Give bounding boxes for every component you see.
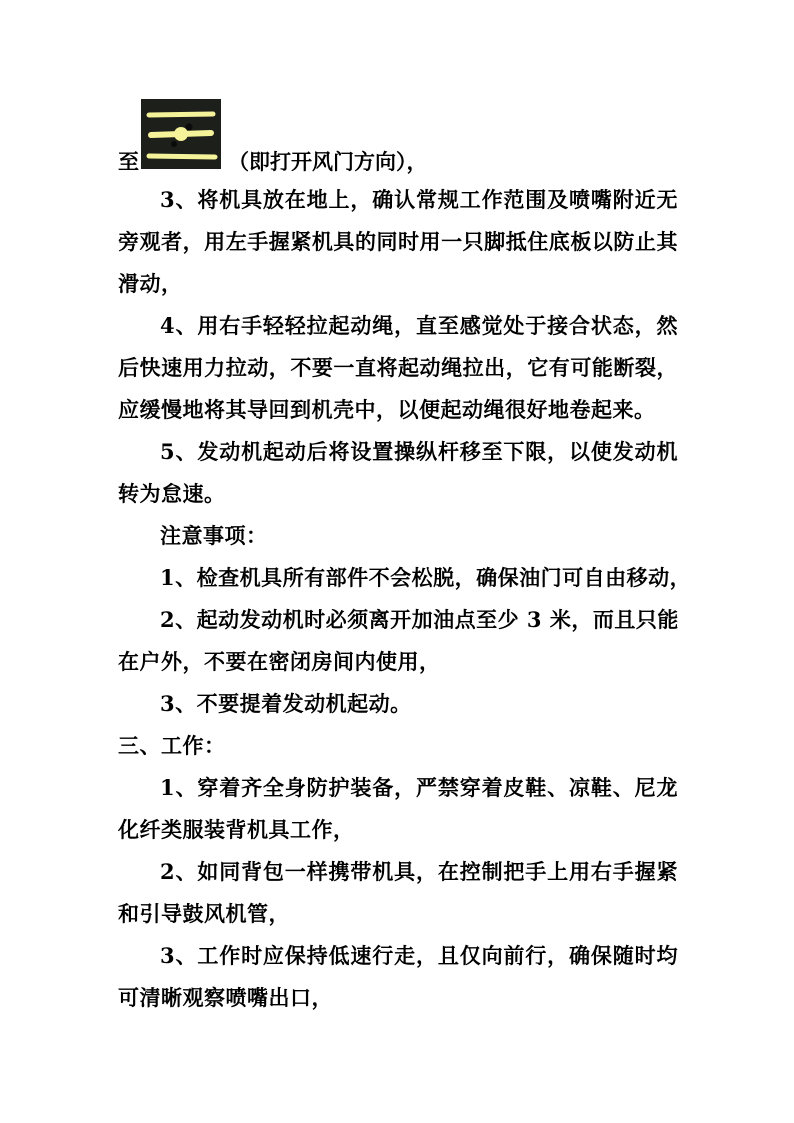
paragraph-line: 3、将机具放在地上，确认常规工作范围及喷嘴附近无 [160, 187, 678, 212]
paragraph-line: 和引导鼓风机管， [118, 901, 290, 926]
paragraph-line: 后快速用力拉动，不要一直将起动绳拉出，它有可能断裂， [118, 355, 678, 380]
paragraph-line: 转为怠速。 [118, 481, 226, 506]
lever-open-icon [141, 99, 221, 169]
paragraph-line: 应缓慢地将其导回到机壳中，以便起动绳很好地卷起来。 [118, 397, 656, 422]
paragraph-line: 1、穿着齐全身防护装备，严禁穿着皮鞋、凉鞋、尼龙 [160, 775, 678, 800]
section-heading-notes: 注意事项： [160, 523, 268, 548]
paragraph-line: 旁观者，用左手握紧机具的同时用一只脚抵住底板以防止其 [118, 229, 678, 254]
first-line-suffix: （即打开风门方向）， [228, 149, 428, 174]
paragraph-line: 3、不要提着发动机起动。 [160, 691, 412, 716]
paragraph-line: 可清晰观察喷嘴出口， [118, 985, 333, 1010]
paragraph-line: 3、工作时应保持低速行走，且仅向前行，确保随时均 [160, 943, 678, 968]
paragraph-line: 2、起动发动机时必须离开加油点至少 3 米，而且只能 [160, 607, 679, 632]
section-heading-work: 三、工作： [118, 733, 226, 758]
first-line-prefix: 至 [118, 149, 139, 174]
paragraph-line: 滑动， [118, 271, 183, 296]
paragraph-line: 化纤类服装背机具工作， [118, 817, 355, 842]
paragraph-line: 在户外，不要在密闭房间内使用， [118, 649, 441, 674]
paragraph-line: 2、如同背包一样携带机具，在控制把手上用右手握紧 [160, 859, 678, 884]
paragraph-line: 1、检查机具所有部件不会松脱，确保油门可自由移动， [160, 565, 692, 590]
paragraph-line: 5、发动机起动后将设置操纵杆移至下限，以使发动机 [160, 439, 678, 464]
paragraph-line: 4、用右手轻轻拉起动绳，直至感觉处于接合状态，然 [160, 313, 678, 338]
